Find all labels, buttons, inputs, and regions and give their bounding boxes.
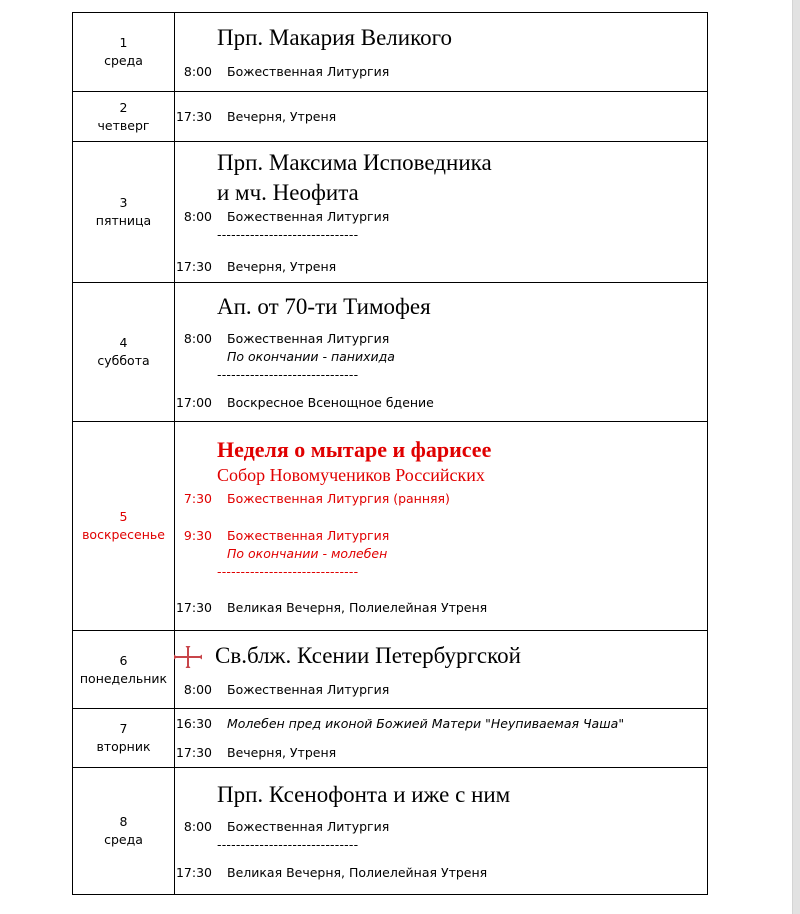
day-cell <box>73 283 175 422</box>
vertical-scrollbar[interactable] <box>792 0 800 914</box>
weekday: среда <box>104 53 143 68</box>
service-name: Молебен пред иконой Божией Матери "Неупиваемая Чаша" <box>227 715 625 731</box>
day-number: 1 <box>119 35 128 50</box>
service-note: По окончании - панихида <box>227 349 395 364</box>
table-row <box>73 631 708 709</box>
service-time: 17:30 <box>175 744 212 760</box>
service-name: Великая Вечерня, Полиелейная Утреня <box>227 865 488 880</box>
service-name: Божественная Литургия <box>227 681 390 697</box>
weekday: суббота <box>97 353 150 368</box>
separator-line: ------------------------------ <box>217 837 359 852</box>
services-cell <box>175 92 708 142</box>
service-name: Воскресное Всенощное бдение <box>227 395 434 410</box>
feast-subtitle: Собор Новомучеников Российских <box>217 464 485 485</box>
feast-title: Ап. от 70-ти Тимофея <box>217 294 431 319</box>
service-time: 8:00 <box>183 681 212 697</box>
service-item <box>175 108 707 126</box>
service-item <box>175 258 707 276</box>
service-time: 9:30 <box>183 527 212 543</box>
separator-line: ------------------------------ <box>217 367 359 382</box>
service-item <box>175 527 707 545</box>
cross-icon <box>173 645 203 669</box>
service-name: Божественная Литургия <box>227 209 390 224</box>
day-number: 5 <box>119 509 128 524</box>
service-time: 8:00 <box>183 209 212 224</box>
service-item <box>175 63 707 81</box>
weekday: воскресенье <box>82 527 165 542</box>
day-number: 3 <box>119 195 128 210</box>
feast-title: Прп. Ксенофонта и иже с ним <box>217 782 511 807</box>
service-name: Вечерня, Утреня <box>227 744 337 760</box>
service-note: По окончании - молебен <box>227 545 388 561</box>
table-row <box>73 92 708 142</box>
service-item <box>175 330 707 348</box>
services-cell <box>175 13 708 92</box>
weekday: вторник <box>96 739 151 754</box>
day-cell <box>73 142 175 283</box>
service-name: Вечерня, Утреня <box>227 108 337 124</box>
services-cell <box>175 142 708 283</box>
service-name: Божественная Литургия <box>227 331 390 346</box>
service-time: 17:30 <box>175 259 212 274</box>
table-row <box>73 283 708 422</box>
day-cell <box>73 92 175 142</box>
service-item <box>175 864 707 882</box>
service-item <box>175 715 707 733</box>
service-time: 17:30 <box>175 599 212 615</box>
feast-title: Прп. Макария Великого <box>217 25 452 50</box>
service-item <box>175 744 707 762</box>
table-row <box>73 709 708 768</box>
day-number: 8 <box>119 814 128 829</box>
service-item <box>175 818 707 836</box>
feast-title-row <box>175 641 707 671</box>
day-cell <box>73 422 175 631</box>
service-time: 17:30 <box>175 865 212 880</box>
feast-title: Неделя о мытаре и фарисее <box>217 436 492 462</box>
day-number: 7 <box>119 721 128 736</box>
day-number: 6 <box>119 652 128 668</box>
service-time: 8:00 <box>183 331 212 346</box>
service-name: Божественная Литургия <box>227 819 390 834</box>
feast-title-line-1: Прп. Максима Исповедника <box>217 150 492 175</box>
service-item <box>175 681 707 699</box>
service-name: Божественная Литургия (ранняя) <box>227 490 450 506</box>
service-item <box>175 490 707 508</box>
service-name: Божественная Литургия <box>227 527 390 543</box>
services-cell <box>175 768 708 895</box>
day-cell <box>73 631 175 709</box>
services-cell <box>175 709 708 768</box>
service-item <box>175 394 707 412</box>
service-time: 8:00 <box>183 819 212 834</box>
table-row <box>73 768 708 895</box>
service-name: Великая Вечерня, Полиелейная Утреня <box>227 599 488 615</box>
services-cell <box>175 422 708 631</box>
service-time: 17:30 <box>175 108 212 124</box>
day-cell <box>73 768 175 895</box>
services-cell <box>175 283 708 422</box>
service-time: 7:30 <box>183 490 212 506</box>
weekday: среда <box>104 832 143 847</box>
table-row <box>73 142 708 283</box>
service-item <box>175 599 707 617</box>
day-number: 4 <box>119 335 128 350</box>
service-time: 17:00 <box>175 395 212 410</box>
table-row <box>73 422 708 631</box>
day-cell <box>73 709 175 768</box>
service-name: Божественная Литургия <box>227 64 390 79</box>
weekday: четверг <box>97 117 150 133</box>
feast-title: Св.блж. Ксении Петербургской <box>215 642 521 668</box>
services-cell <box>175 631 708 709</box>
day-number: 2 <box>119 99 128 115</box>
weekday: пятница <box>95 213 152 228</box>
day-cell <box>73 13 175 92</box>
service-name: Вечерня, Утреня <box>227 259 337 274</box>
service-time: 16:30 <box>175 715 212 731</box>
separator-line: ------------------------------ <box>217 227 359 242</box>
service-time: 8:00 <box>183 64 212 79</box>
feast-title-line-2: и мч. Неофита <box>217 180 359 205</box>
service-item <box>175 208 707 226</box>
schedule-table <box>72 12 708 895</box>
table-row <box>73 13 708 92</box>
separator-line: ------------------------------ <box>217 563 359 579</box>
weekday: понедельник <box>79 670 168 686</box>
